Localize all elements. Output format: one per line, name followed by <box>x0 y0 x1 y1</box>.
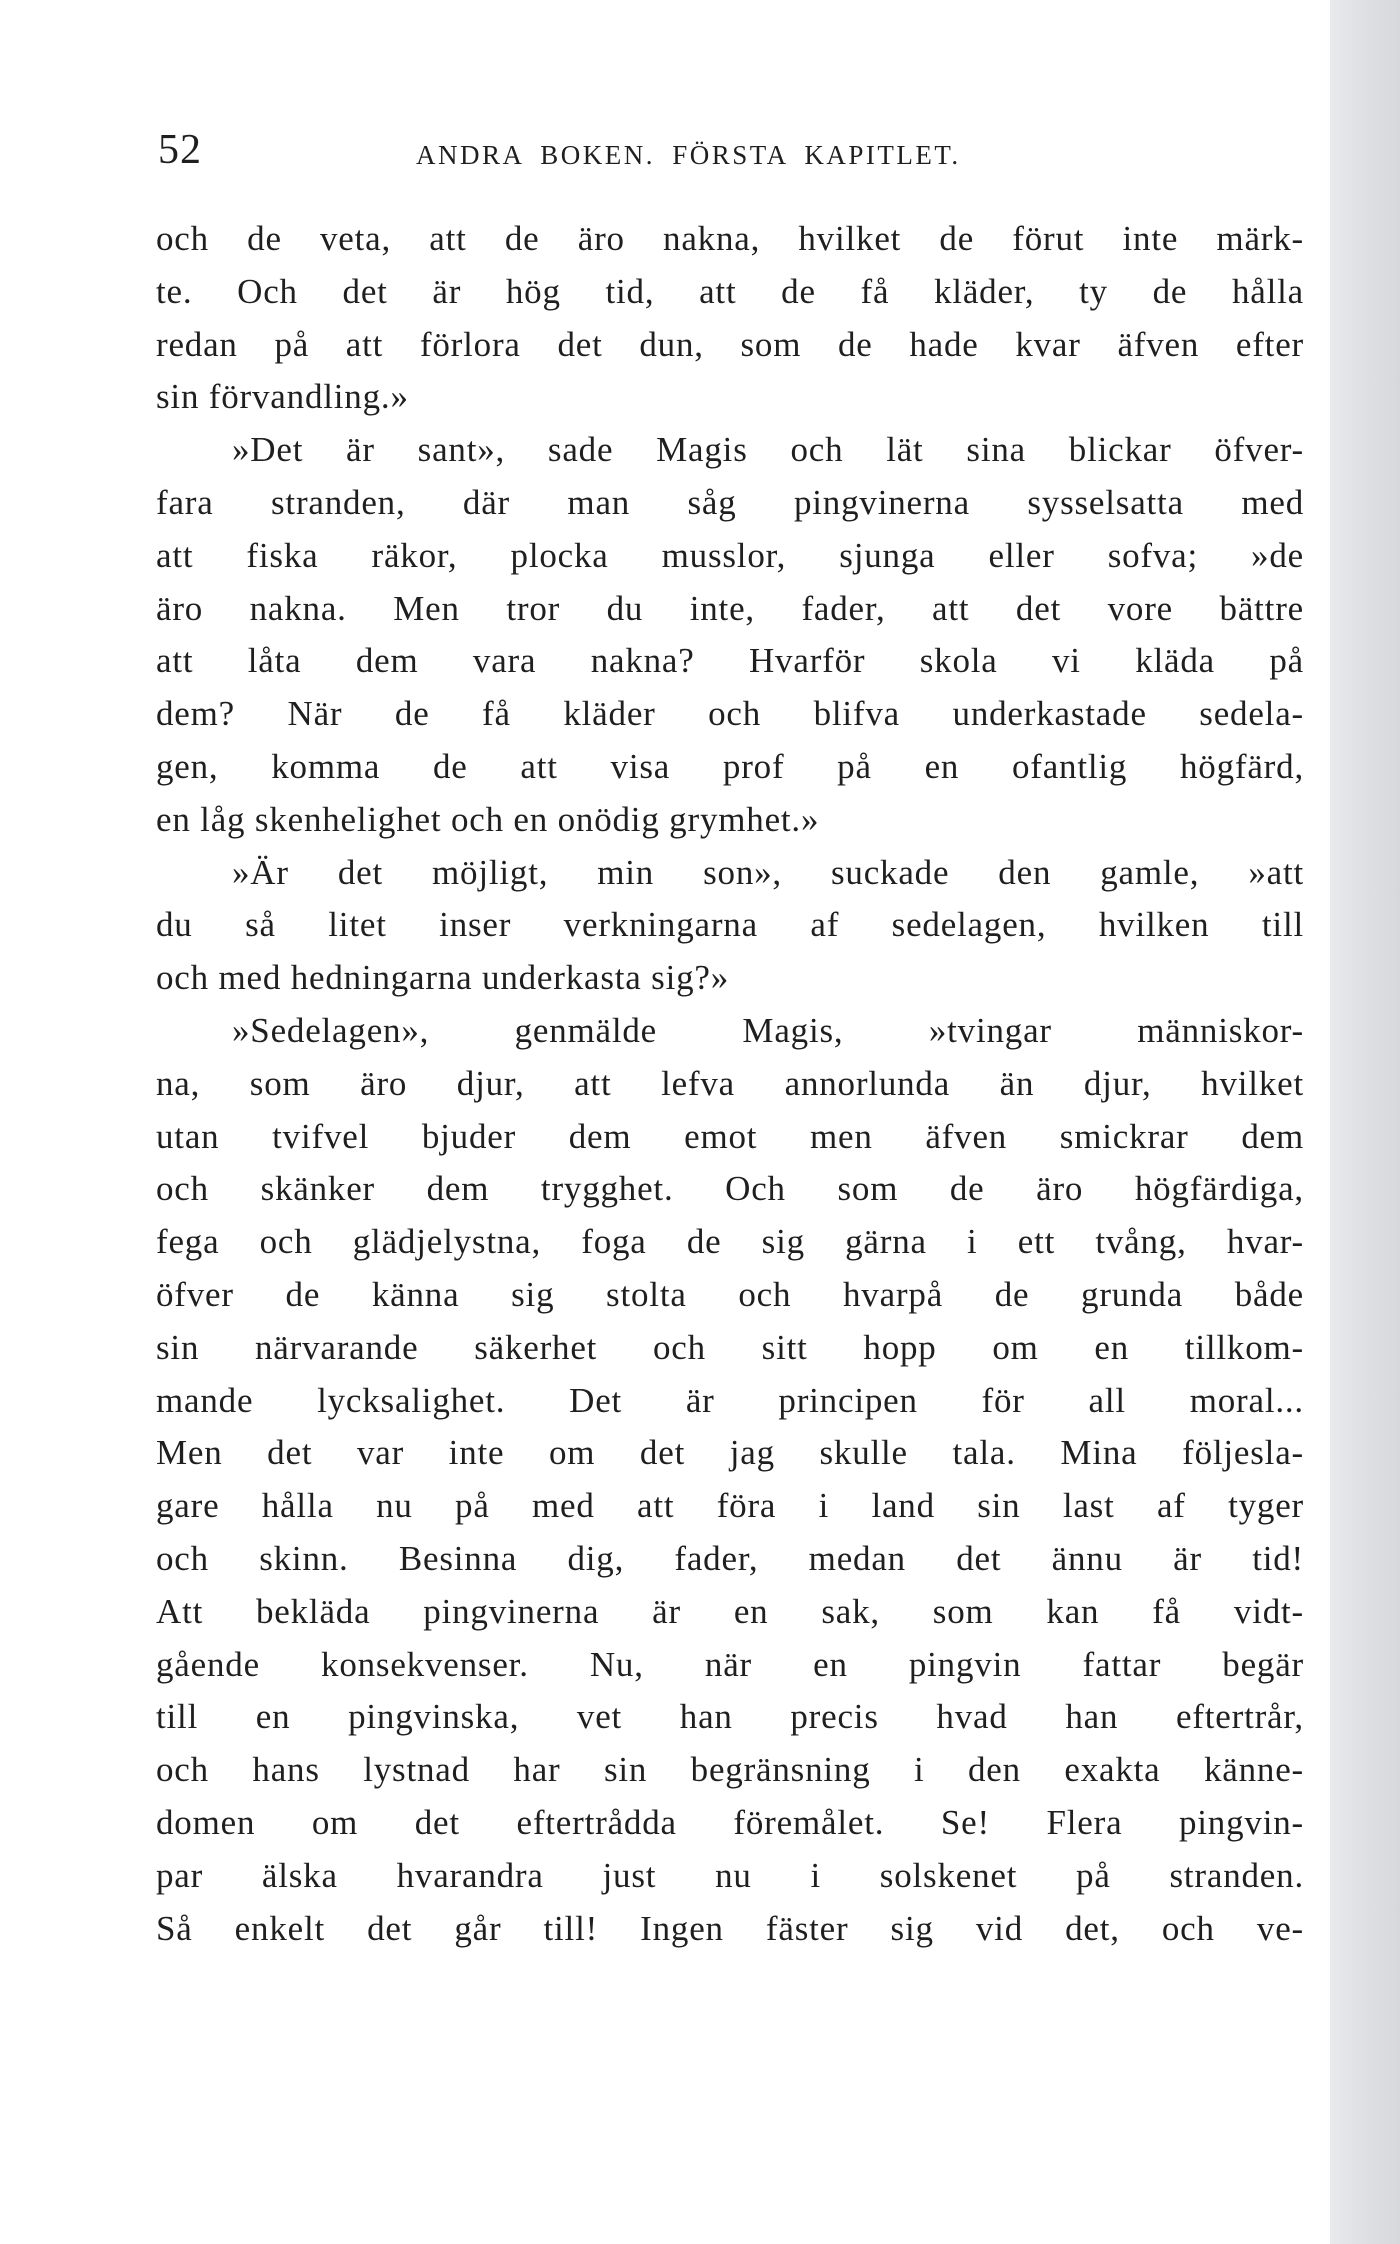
text-line: sin närvarande säkerhet och sitt hopp om en tillkom- <box>156 1327 1304 1367</box>
body-text <box>156 213 1304 1955</box>
page-number: 52 <box>158 127 202 173</box>
running-head: ANDRA BOKEN. FÖRSTA KAPITLET. <box>416 140 961 170</box>
text-line: »Sedelagen», genmälde Magis, »tvingar människor- <box>232 1010 1304 1050</box>
text-line: gen, komma de att visa prof på en ofantlig högfärd, <box>156 746 1304 786</box>
text-line: gående konsekvenser. Nu, när en pingvin fattar begär <box>156 1644 1304 1684</box>
text-line: sin förvandling.» <box>156 377 409 417</box>
text-line: domen om det eftertrådda föremålet. Se! Flera pingvin- <box>156 1802 1304 1842</box>
text-line: Så enkelt det går till! Ingen fäster sig vid det, och ve- <box>156 1908 1304 1948</box>
text-line: mande lycksalighet. Det är principen för all moral... <box>156 1380 1304 1420</box>
text-line: och med hedningarna underkasta sig?» <box>156 958 730 998</box>
text-line: öfver de känna sig stolta och hvarpå de grunda både <box>156 1274 1304 1314</box>
text-line: redan på att förlora det dun, som de hade kvar äfven efter <box>156 324 1304 364</box>
text-line: Men det var inte om det jag skulle tala. Mina följesla- <box>156 1433 1304 1473</box>
text-line: fega och glädjelystna, foga de sig gärna i ett tvång, hvar- <box>156 1222 1304 1262</box>
text-line: och skinn. Besinna dig, fader, medan det ännu är tid! <box>156 1538 1304 1578</box>
text-line: att fiska räkor, plocka musslor, sjunga eller sofva; »de <box>156 535 1304 575</box>
text-line: äro nakna. Men tror du inte, fader, att det vore bättre <box>156 588 1304 628</box>
text-line: utan tvifvel bjuder dem emot men äfven smickrar dem <box>156 1116 1304 1156</box>
text-line: dem? När de få kläder och blifva underkastade sedela- <box>156 694 1304 734</box>
text-line: na, som äro djur, att lefva annorlunda än djur, hvilket <box>156 1063 1304 1103</box>
text-line: en låg skenhelighet och en onödig grymhet.» <box>156 799 820 839</box>
text-line: och skänker dem trygghet. Och som de äro högfärdiga, <box>156 1169 1304 1209</box>
text-line: »Är det möjligt, min son», suckade den gamle, »att <box>232 852 1304 892</box>
text-line: te. Och det är hög tid, att de få kläder, ty de hålla <box>156 271 1304 311</box>
page-edge <box>1330 0 1400 2244</box>
text-line: fara stranden, där man såg pingvinerna sysselsatta med <box>156 482 1304 522</box>
text-line: och de veta, att de äro nakna, hvilket de förut inte märk- <box>156 219 1304 258</box>
text-line: gare hålla nu på med att föra i land sin last af tyger <box>156 1486 1304 1526</box>
page-header <box>158 126 1316 186</box>
text-line: att låta dem vara nakna? Hvarför skola vi kläda på <box>156 641 1304 681</box>
text-line: och hans lystnad har sin begränsning i den exakta känne- <box>156 1750 1304 1790</box>
text-line: »Det är sant», sade Magis och lät sina blickar öfver- <box>232 430 1304 470</box>
text-line: Att bekläda pingvinerna är en sak, som kan få vidt- <box>156 1591 1304 1631</box>
text-line: par älska hvarandra just nu i solskenet på stranden. <box>156 1855 1304 1895</box>
text-line: till en pingvinska, vet han precis hvad han eftertrår, <box>156 1697 1304 1737</box>
text-line: du så litet inser verkningarna af sedelagen, hvilken till <box>156 905 1304 945</box>
